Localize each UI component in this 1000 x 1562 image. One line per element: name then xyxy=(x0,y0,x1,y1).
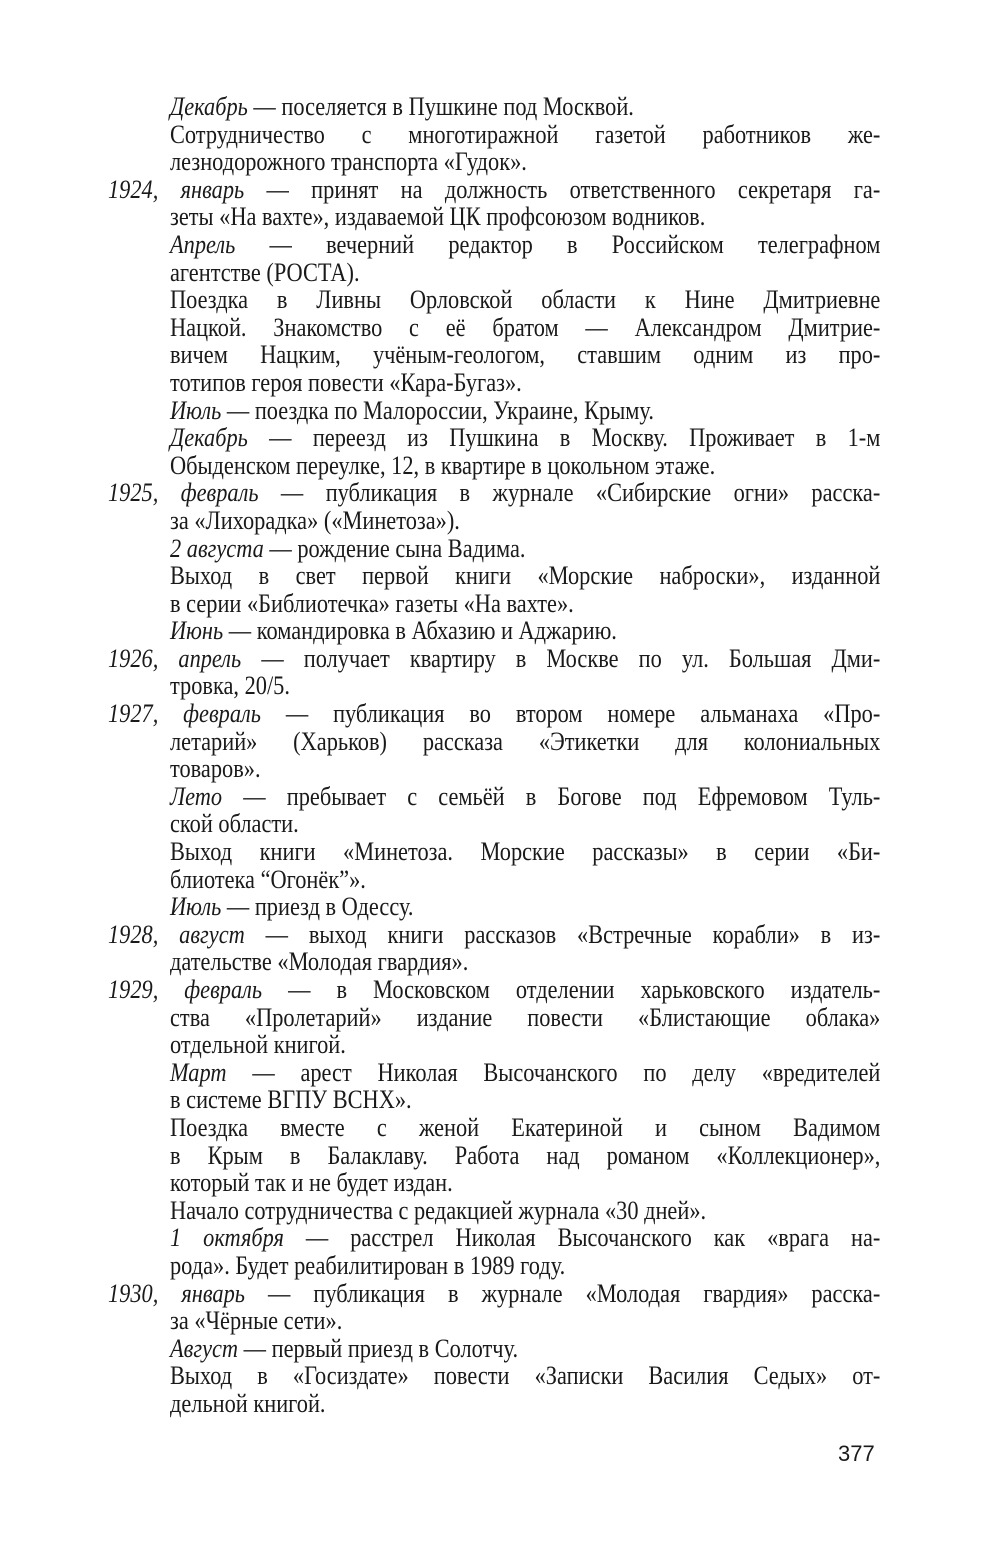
line-text xyxy=(170,203,880,231)
line-text xyxy=(170,1390,880,1418)
line-text xyxy=(170,424,880,452)
entry-line xyxy=(0,728,1000,756)
entry-text: — расстрел Николая Высочанского как «врага на- xyxy=(305,1223,881,1253)
entry-line xyxy=(0,1169,1000,1197)
entry-text: Нацкой. Знакомство с её братом — Александром Дмитрие- xyxy=(170,312,881,342)
entry-line xyxy=(0,1004,1000,1032)
entry-text: — публикация в журнале «Молодая гвардия» расска- xyxy=(268,1278,881,1308)
entry-line xyxy=(0,948,1000,976)
line-text xyxy=(170,755,880,783)
line-text xyxy=(108,700,880,728)
entry-line xyxy=(0,424,1000,452)
entry-text: за «Чёрные сети». xyxy=(170,1306,343,1336)
entry-line xyxy=(0,452,1000,480)
line-text xyxy=(108,1280,880,1308)
entry-text: ства «Пролетарий» издание повести «Блистающие облака» xyxy=(170,1002,881,1032)
entry-line xyxy=(0,1197,1000,1225)
entry-line xyxy=(0,893,1000,921)
entry-text: Обыденском переулке, 12, в квартире в цокольном этаже. xyxy=(170,450,716,480)
line-text xyxy=(170,148,880,176)
entry-text: тотипов героя повести «Кара-Бугаз». xyxy=(170,367,522,397)
entry-text: ской области. xyxy=(170,809,299,839)
line-text xyxy=(170,1307,880,1335)
entry-date: Лето xyxy=(170,781,223,811)
line-text xyxy=(170,1252,880,1280)
entry-date: 2 августа xyxy=(170,533,264,563)
line-text xyxy=(170,121,880,149)
line-text xyxy=(170,1335,880,1363)
entry-line xyxy=(0,231,1000,259)
entry-line xyxy=(0,176,1000,204)
entry-text: в Крым в Балаклаву. Работа над романом «Коллекционер», xyxy=(170,1140,881,1170)
entry-text: — первый приезд в Солотчу. xyxy=(243,1333,519,1363)
line-text xyxy=(108,976,880,1004)
entry-date: 1926, апрель xyxy=(108,643,242,673)
entry-line xyxy=(0,1114,1000,1142)
entry-text: — принят на должность ответственного секретаря га- xyxy=(266,174,881,204)
line-text xyxy=(170,948,880,976)
line-text xyxy=(170,369,880,397)
line-text xyxy=(170,893,880,921)
line-text xyxy=(170,810,880,838)
entry-text: — получает квартиру в Москве по ул. Большая Дми- xyxy=(261,643,881,673)
line-text xyxy=(170,535,880,563)
entry-line xyxy=(0,783,1000,811)
entry-line xyxy=(0,286,1000,314)
entry-date: 1924, январь xyxy=(108,174,245,204)
entry-line xyxy=(0,1362,1000,1390)
entry-line xyxy=(0,535,1000,563)
line-text xyxy=(170,1197,880,1225)
line-text xyxy=(170,783,880,811)
entry-date: Июнь xyxy=(170,616,224,646)
entry-line xyxy=(0,672,1000,700)
entry-text: Выход в свет первой книги «Морские наброски», изданной xyxy=(170,561,881,591)
entry-text: который так и не будет издан. xyxy=(170,1168,453,1198)
line-text xyxy=(170,1362,880,1390)
entry-line xyxy=(0,203,1000,231)
line-text xyxy=(170,1031,880,1059)
line-text xyxy=(170,1004,880,1032)
entry-line xyxy=(0,507,1000,535)
entry-date: Июль xyxy=(170,395,222,425)
entry-line xyxy=(0,562,1000,590)
entry-text: Сотрудничество с многотиражной газетой работников же- xyxy=(170,119,881,149)
line-text xyxy=(108,479,880,507)
entry-line xyxy=(0,645,1000,673)
line-text xyxy=(108,645,880,673)
entry-date: 1925, февраль xyxy=(108,478,259,508)
entry-line xyxy=(0,369,1000,397)
entry-text: Выход в «Госиздате» повести «Записки Василия Седых» от- xyxy=(170,1361,881,1391)
entry-line xyxy=(0,341,1000,369)
line-text xyxy=(170,672,880,700)
line-text xyxy=(170,838,880,866)
line-text xyxy=(170,1224,880,1252)
entry-text: дательстве «Молодая гвардия». xyxy=(170,947,469,977)
chronology-text xyxy=(0,93,1000,1418)
entry-line xyxy=(0,148,1000,176)
entry-line xyxy=(0,838,1000,866)
entry-line xyxy=(0,93,1000,121)
entry-text: — командировка в Абхазию и Аджарию. xyxy=(228,616,617,646)
entry-date: 1928, август xyxy=(108,919,245,949)
entry-line xyxy=(0,1142,1000,1170)
entry-text: — приезд в Одессу. xyxy=(226,892,414,922)
line-text xyxy=(108,921,880,949)
entry-text: зеты «На вахте», издаваемой ЦК профсоюзом водников. xyxy=(170,202,706,232)
line-text xyxy=(170,617,880,645)
entry-text: тровка, 20/5. xyxy=(170,671,290,701)
line-text xyxy=(170,452,880,480)
entry-text: лезнодорожного транспорта «Гудок». xyxy=(170,147,527,177)
line-text xyxy=(170,314,880,342)
entry-line xyxy=(0,397,1000,425)
entry-date: Июль xyxy=(170,892,222,922)
line-text xyxy=(170,341,880,369)
entry-line xyxy=(0,479,1000,507)
line-text xyxy=(170,728,880,756)
page-number: 377 xyxy=(838,1441,875,1466)
entry-text: блиотека “Огонёк”». xyxy=(170,864,366,894)
entry-text: в системе ВГПУ ВСНХ». xyxy=(170,1085,412,1115)
line-text xyxy=(170,1169,880,1197)
line-text xyxy=(170,590,880,618)
entry-line xyxy=(0,700,1000,728)
entry-date: Апрель xyxy=(170,229,236,259)
line-text xyxy=(170,1086,880,1114)
entry-text: — арест Николая Высочанского по делу «вредителей xyxy=(252,1057,881,1087)
line-text xyxy=(170,259,880,287)
line-text xyxy=(108,176,880,204)
entry-text: Поездка в Ливны Орловской области к Нине Дмитриевне xyxy=(170,285,881,315)
entry-line xyxy=(0,1086,1000,1114)
entry-text: вичем Нацким, учёным-геологом, ставшим одним из про- xyxy=(170,340,881,370)
entry-line xyxy=(0,976,1000,1004)
entry-line xyxy=(0,121,1000,149)
line-text xyxy=(170,562,880,590)
entry-line xyxy=(0,314,1000,342)
entry-date: Декабрь xyxy=(170,423,248,453)
entry-text: — поселяется в Пушкине под Москвой. xyxy=(253,92,634,121)
line-text xyxy=(170,1142,880,1170)
line-text xyxy=(170,93,880,121)
entry-line xyxy=(0,866,1000,894)
entry-text: — переезд из Пушкина в Москву. Проживает в 1-м xyxy=(269,423,881,453)
entry-text: — публикация в журнале «Сибирские огни» расска- xyxy=(280,478,881,508)
entry-line xyxy=(0,1307,1000,1335)
entry-line xyxy=(0,617,1000,645)
entry-text: рода». Будет реабилитирован в 1989 году. xyxy=(170,1250,566,1280)
line-text xyxy=(170,507,880,535)
line-text xyxy=(170,1114,880,1142)
entry-text: — публикация во втором номере альманаха «Про- xyxy=(285,699,881,729)
entry-text: — поездка по Малороссии, Украине, Крыму. xyxy=(226,395,654,425)
entry-text: в серии «Библиотечка» газеты «На вахте». xyxy=(170,588,574,618)
line-text xyxy=(170,231,880,259)
entry-date: 1 октября xyxy=(170,1223,284,1253)
entry-text: — рождение сына Вадима. xyxy=(269,533,526,563)
entry-text: за «Лихорадка» («Минетоза»). xyxy=(170,505,460,535)
entry-date: Август xyxy=(170,1333,239,1363)
entry-line xyxy=(0,1224,1000,1252)
entry-text: агентстве (РОСТА). xyxy=(170,257,360,287)
entry-date: Март xyxy=(170,1057,227,1087)
entry-line xyxy=(0,1280,1000,1308)
entry-line xyxy=(0,259,1000,287)
entry-text: товаров». xyxy=(170,754,261,784)
entry-line xyxy=(0,590,1000,618)
entry-line xyxy=(0,1390,1000,1418)
entry-text: Выход книги «Минетоза. Морские рассказы» в серии «Би- xyxy=(170,837,881,867)
entry-line xyxy=(0,1335,1000,1363)
entry-line xyxy=(0,1031,1000,1059)
entry-text: дельной книгой. xyxy=(170,1388,326,1418)
entry-text: — выход книги рассказов «Встречные корабли» в из- xyxy=(265,919,881,949)
line-text xyxy=(170,866,880,894)
entry-line xyxy=(0,755,1000,783)
entry-text: — пребывает с семьёй в Богове под Ефремовом Туль- xyxy=(243,781,881,811)
entry-text: Начало сотрудничества с редакцией журнала «30 дней». xyxy=(170,1195,707,1225)
line-text xyxy=(170,1059,880,1087)
entry-text: отдельной книгой. xyxy=(170,1030,346,1060)
entry-date: 1929, февраль xyxy=(108,975,263,1004)
entry-text: Поездка вместе с женой Екатериной и сыном Вадимом xyxy=(170,1112,881,1142)
entry-line xyxy=(0,1252,1000,1280)
line-text xyxy=(170,286,880,314)
entry-text: летарий» (Харьков) рассказа «Этикетки для колониальных xyxy=(170,726,881,756)
entry-date: 1927, февраль xyxy=(108,699,261,729)
entry-text: — в Московском отделении харьковского издатель- xyxy=(288,975,881,1004)
entry-text: — вечерний редактор в Российском телеграфном xyxy=(269,229,881,259)
entry-line xyxy=(0,810,1000,838)
entry-date: 1930, январь xyxy=(108,1278,245,1308)
line-text xyxy=(170,397,880,425)
entry-line xyxy=(0,1059,1000,1087)
entry-date: Декабрь xyxy=(170,92,248,121)
entry-line xyxy=(0,921,1000,949)
